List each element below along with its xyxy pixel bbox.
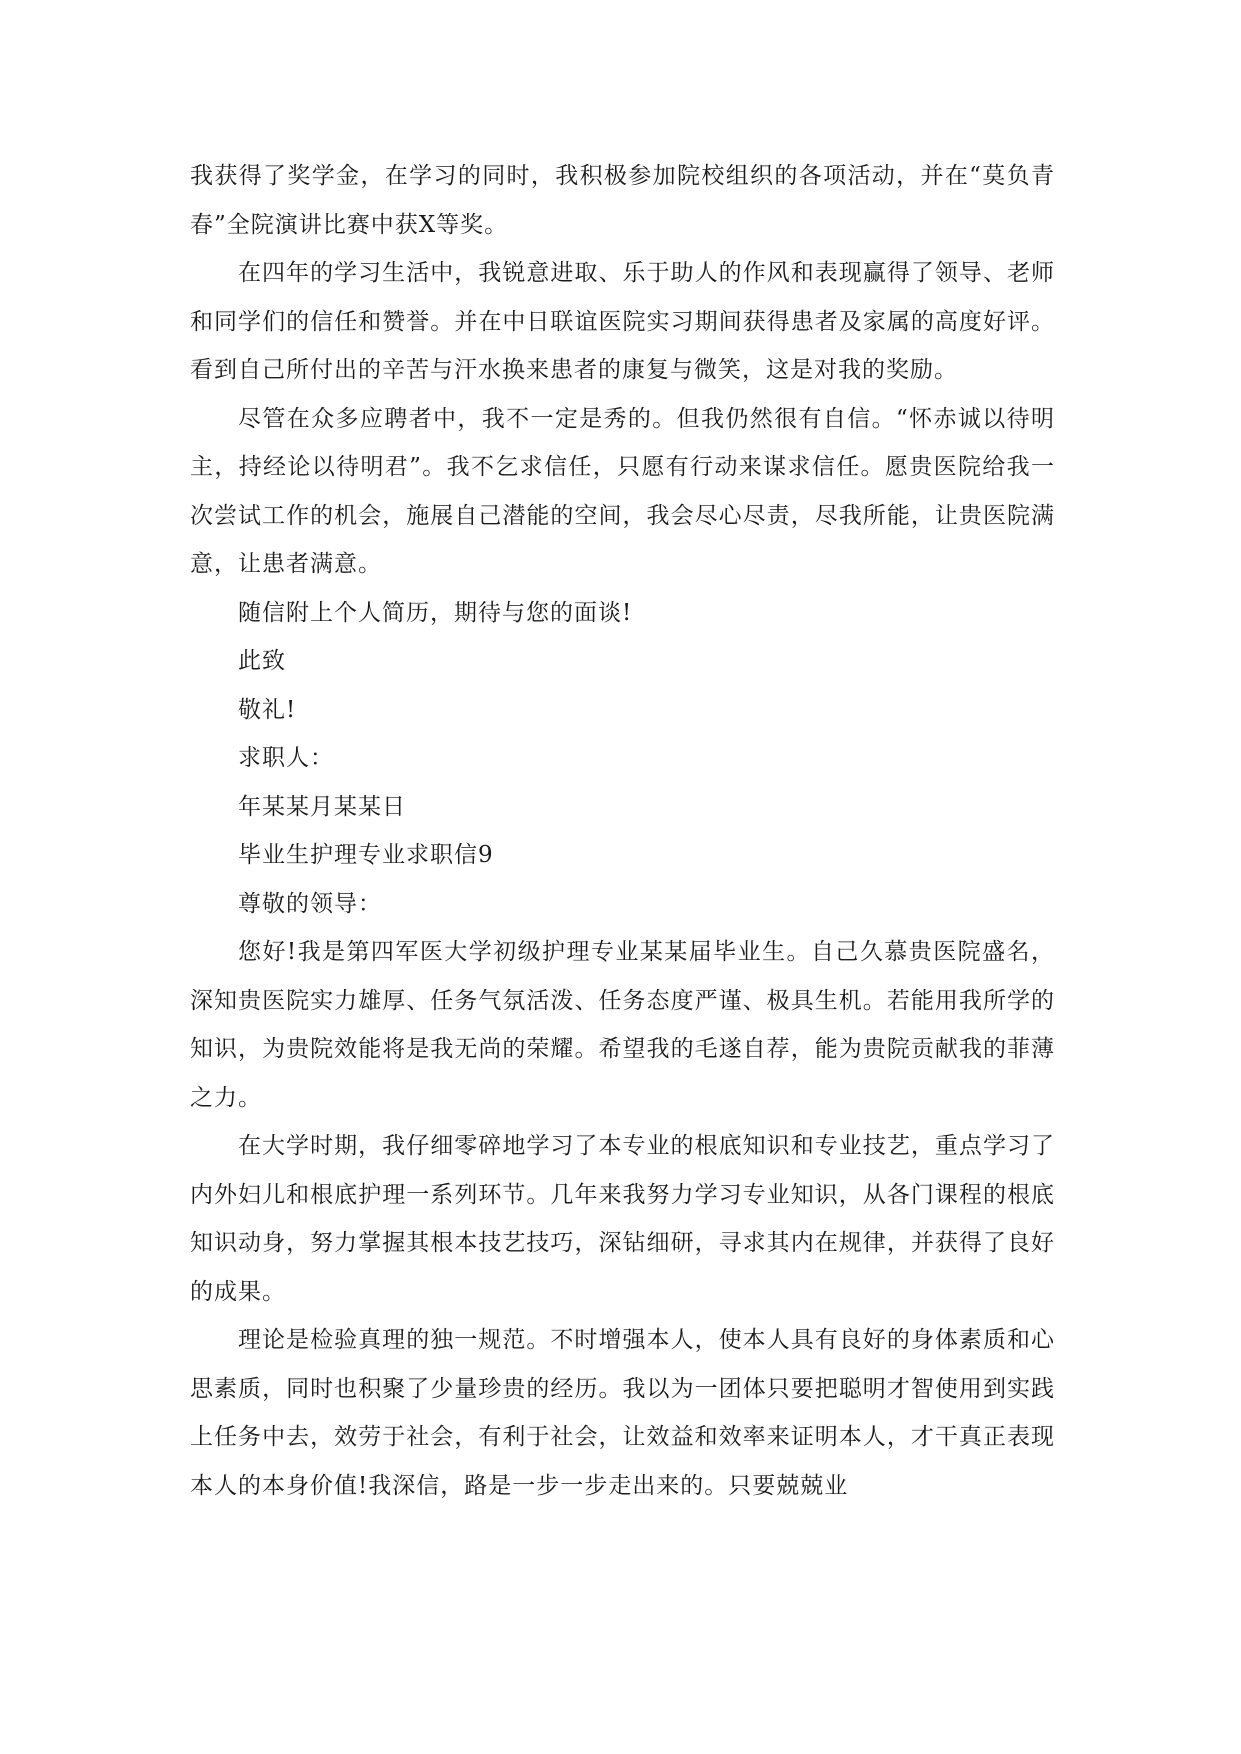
paragraph-university-study: 在大学时期，我仔细零碎地学习了本专业的根底知识和专业技艺，重点学习了内外妇儿和根底护理一系列环节。几年来我努力学习专业知识，从各门课程的根底知识动身，努力掌握其根本技艺技巧，深钻细研，寻求其内在规律，并获得了良好的成果。 bbox=[190, 1133, 1055, 1305]
closing-salutation: 此致 bbox=[238, 648, 286, 674]
letter-date: 年某某月某某日 bbox=[238, 793, 406, 820]
closing-regards: 敬礼! bbox=[238, 696, 297, 723]
paragraph-scholarship: 我获得了奖学金，在学习的同时，我积极参加院校组织的各项活动，并在“莫负青春”全院演讲比赛中获X等奖。 bbox=[190, 163, 1055, 238]
paragraph-introduction: 您好!我是第四军医大学初级护理专业某某届毕业生。自己久慕贵医院盛名，深知贵医院实力雄厚、任务气氛活泼、任务态度严谨、极具生机。若能用我所学的知识，为贵院效能将是我无尚的荣耀。希望我的毛遂自荐，能为贵院贡献我的菲薄之力。 bbox=[190, 939, 1055, 1111]
paragraph-resume-attached: 随信附上个人简历，期待与您的面谈! bbox=[238, 599, 633, 626]
section-title: 毕业生护理专业求职信9 bbox=[238, 842, 494, 868]
applicant-label: 求职人： bbox=[238, 745, 334, 771]
paragraph-four-years: 在四年的学习生活中，我锐意进取、乐于助人的作风和表现赢得了领导、老师和同学们的信任和赞誉。并在中日联谊医院实习期间获得患者及家属的高度好评。看到自己所付出的辛苦与汗水换来患者的康复与微笑，这是对我的奖励。 bbox=[190, 260, 1055, 383]
document-body bbox=[190, 152, 1055, 1510]
paragraph-practice-theory: 理论是检验真理的独一规范。不时增强本人，使本人具有良好的身体素质和心思素质，同时也积聚了少量珍贵的经历。我以为一团体只要把聪明才智使用到实践上任务中去，效劳于社会，有利于社会，让效益和效率来证明本人，才干真正表现本人的本身价值!我深信，路是一步一步走出来的。只要兢兢业 bbox=[190, 1327, 1055, 1499]
paragraph-confidence: 尽管在众多应聘者中，我不一定是秀的。但我仍然很有自信。“怀赤诚以待明主，持经论以待明君”。我不乞求信任，只愿有行动来谋求信任。愿贵医院给我一次尝试工作的机会，施展自己潜能的空间，我会尽心尽责，尽我所能，让贵医院满意，让患者满意。 bbox=[190, 405, 1055, 577]
greeting: 尊敬的领导： bbox=[238, 890, 382, 917]
